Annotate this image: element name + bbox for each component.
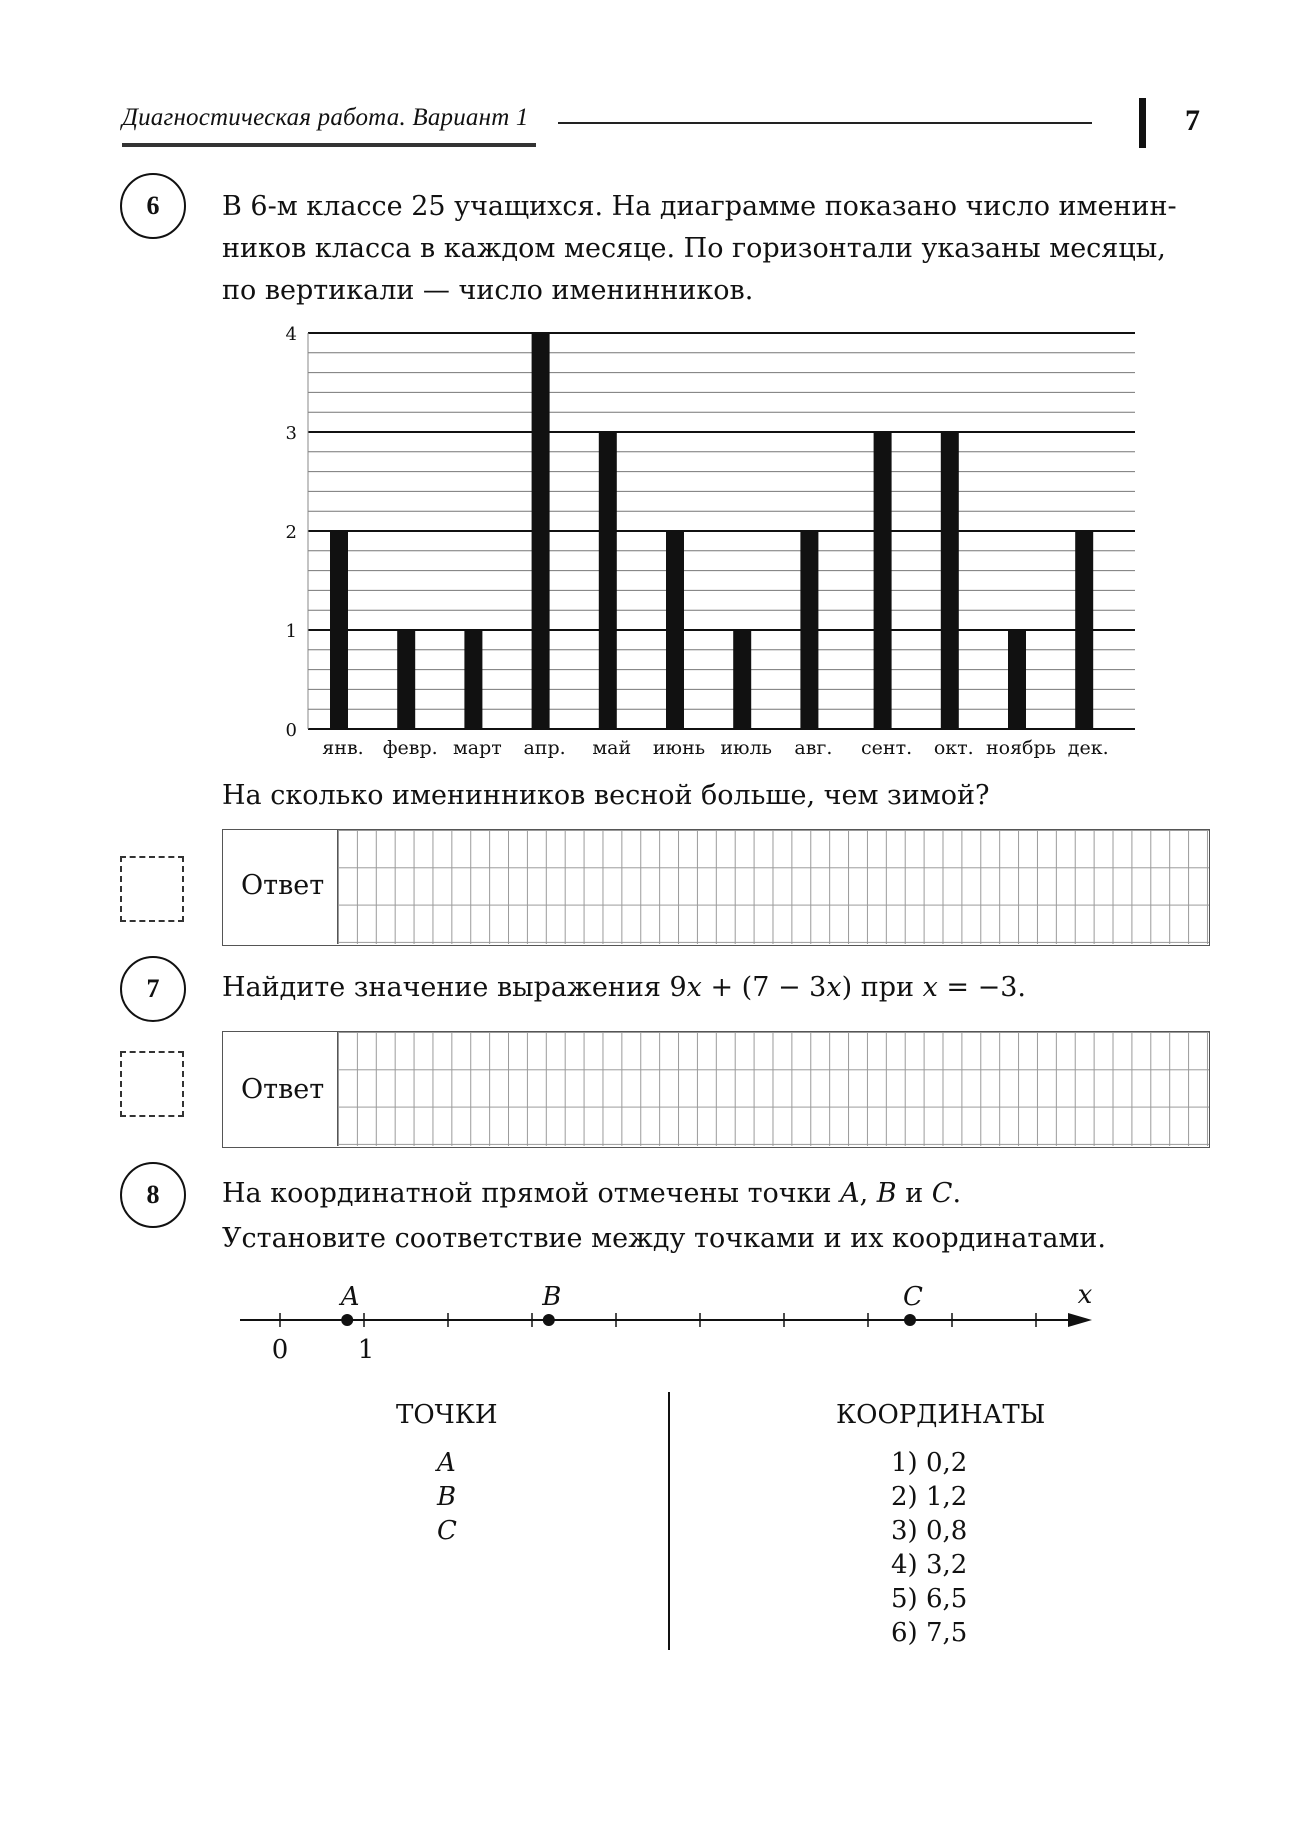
task6-number: 6 bbox=[120, 173, 186, 239]
bar-3 bbox=[464, 630, 482, 729]
point-item: C bbox=[437, 1516, 457, 1546]
points-list bbox=[437, 1446, 477, 1548]
x-tick-label: март bbox=[453, 737, 502, 759]
x-tick-label: май bbox=[592, 737, 632, 759]
x-tick-label: дек. bbox=[1067, 737, 1109, 759]
coords-header: КООРДИНАТЫ bbox=[836, 1400, 1046, 1430]
task7-answer-label: Ответ bbox=[241, 1074, 325, 1105]
x-tick-label: ноябрь bbox=[985, 737, 1057, 759]
task6-answer-box[interactable] bbox=[222, 829, 1210, 946]
point-b-dot bbox=[543, 1314, 555, 1326]
coord-item: 2) 1,2 bbox=[891, 1482, 968, 1512]
coord-item: 4) 3,2 bbox=[891, 1550, 968, 1580]
y-tick-label: 4 bbox=[285, 324, 297, 345]
bar-4 bbox=[532, 333, 550, 729]
bar-2 bbox=[397, 630, 415, 729]
point-item: A bbox=[437, 1448, 456, 1478]
task6-score-box bbox=[120, 856, 184, 922]
task7-answer-grid[interactable] bbox=[337, 1032, 1209, 1146]
x-tick-label: янв. bbox=[322, 737, 364, 759]
bar-7 bbox=[733, 630, 751, 729]
bar-6 bbox=[666, 531, 684, 729]
point-c-dot bbox=[904, 1314, 916, 1326]
task7-answer-box[interactable] bbox=[222, 1031, 1210, 1148]
task6-line-2: ников класса в каждом месяце. По горизонтали указаны месяцы, bbox=[222, 233, 1166, 264]
number-line bbox=[0, 1270, 1306, 1370]
page-number: 7 bbox=[1185, 104, 1200, 137]
y-tick-label: 1 bbox=[285, 621, 297, 642]
bar-11 bbox=[1008, 630, 1026, 729]
x-tick-label: авг. bbox=[794, 737, 833, 759]
y-tick-label: 2 bbox=[285, 522, 297, 543]
bar-9 bbox=[874, 432, 892, 729]
x-tick-label: апр. bbox=[523, 737, 566, 759]
x-tick-label: февр. bbox=[382, 737, 438, 759]
task6-answer-label: Ответ bbox=[241, 870, 325, 901]
table-divider bbox=[668, 1392, 670, 1650]
task6-answer-grid[interactable] bbox=[337, 830, 1209, 944]
coord-item: 6) 7,5 bbox=[891, 1618, 968, 1648]
task6-line-1: В 6-м классе 25 учащихся. На диаграмме показано число именин- bbox=[222, 191, 1177, 222]
header-title: Диагностическая работа. Вариант 1 bbox=[122, 104, 529, 131]
coord-item: 3) 0,8 bbox=[891, 1516, 968, 1546]
tick-label-1: 1 bbox=[357, 1335, 375, 1365]
bar-10 bbox=[941, 432, 959, 729]
points-header: ТОЧКИ bbox=[396, 1400, 498, 1430]
point-b-label: B bbox=[542, 1282, 562, 1312]
coord-item: 1) 0,2 bbox=[891, 1448, 968, 1478]
coord-item: 5) 6,5 bbox=[891, 1584, 968, 1614]
point-item: B bbox=[437, 1482, 457, 1512]
coords-list bbox=[891, 1446, 1041, 1650]
bar-12 bbox=[1075, 531, 1093, 729]
task7-score-box bbox=[120, 1051, 184, 1117]
x-tick-label: сент. bbox=[861, 737, 913, 759]
task8-line-1: На координатной прямой отмечены точки A, B и C. bbox=[222, 1178, 962, 1209]
y-tick-label: 0 bbox=[285, 720, 297, 741]
y-tick-label: 3 bbox=[285, 423, 297, 444]
task8-line-2: Установите соответствие между точками и их координатами. bbox=[222, 1223, 1106, 1254]
point-a-dot bbox=[341, 1314, 353, 1326]
bar-1 bbox=[330, 531, 348, 729]
task8-number: 8 bbox=[120, 1162, 186, 1228]
axis-arrow bbox=[1068, 1313, 1092, 1327]
point-a-label: A bbox=[340, 1282, 360, 1312]
task6-line-3: по вертикали — число именинников. bbox=[222, 275, 754, 306]
bar-5 bbox=[599, 432, 617, 729]
birthday-bar-chart bbox=[0, 0, 1306, 780]
x-tick-label: окт. bbox=[933, 737, 974, 759]
x-tick-label: июнь bbox=[652, 737, 706, 759]
task7-text: Найдите значение выражения 9x + (7 − 3x) при x = −3. bbox=[222, 972, 1026, 1003]
bar-8 bbox=[800, 531, 818, 729]
point-c-label: C bbox=[903, 1282, 923, 1312]
axis-label: x bbox=[1077, 1280, 1093, 1310]
tick-label-0: 0 bbox=[271, 1335, 289, 1365]
task7-number: 7 bbox=[120, 956, 186, 1022]
x-tick-label: июль bbox=[720, 737, 773, 759]
task6-question: На сколько именинников весной больше, чем зимой? bbox=[222, 780, 990, 811]
